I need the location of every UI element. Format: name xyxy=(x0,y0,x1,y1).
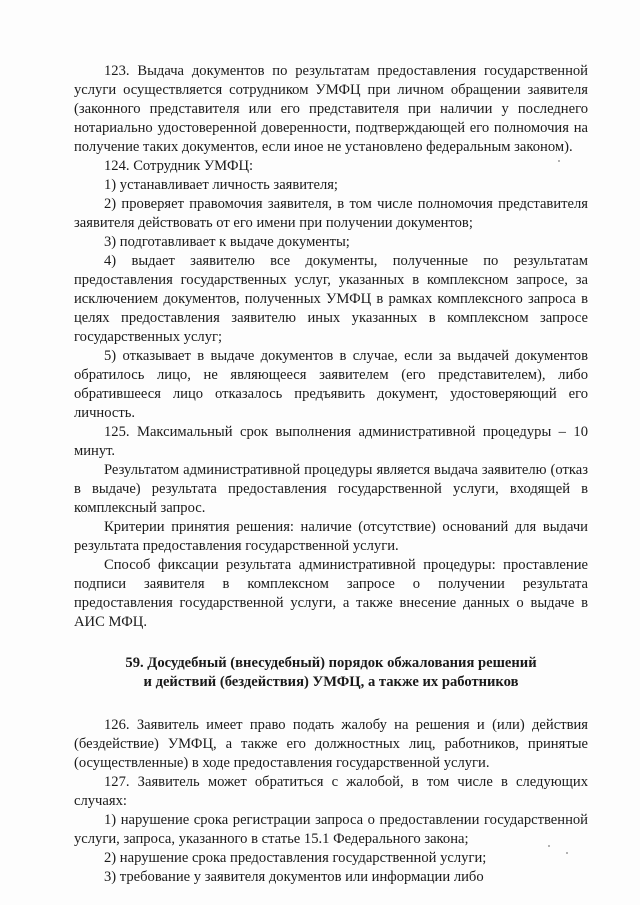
paragraph-124: 124. Сотрудник УМФЦ: xyxy=(104,158,254,174)
list-item-127-3: 3) требование у заявителя документов или информации либо xyxy=(104,869,484,885)
list-item-127-1: 1) нарушение срока регистрации запроса о предоставлении государственной услуги, запроса, указанного в статье 15.1 Федерального закона; xyxy=(74,812,588,847)
paragraph-result: Результатом административной процедуры является выдача заявителю (отказ в выдаче) результата предоставления государственной услуги, входящей в комплексный запрос. xyxy=(74,462,588,516)
list-item-124-5: 5) отказывает в выдаче документов в случае, если за выдачей документов обратилось лицо, не являющееся заявителем (его представителем), либо обратившееся лицо отказалось предъявить документ, удостоверяющий его личность. xyxy=(74,348,588,421)
scan-speck xyxy=(548,845,550,847)
paragraph-125: 125. Максимальный срок выполнения административной процедуры – 10 минут. xyxy=(74,424,588,459)
section-heading-line-2: и действий (бездействия) УМФЦ, а также их работников xyxy=(143,674,519,690)
document-body xyxy=(74,62,588,887)
paragraph-126: 126. Заявитель имеет право подать жалобу на решения и (или) действия (бездействие) УМФЦ, а также его должностных лиц, работников, принятые (осуществленные) в ходе предоставления государственной услуги. xyxy=(74,717,588,771)
paragraph-127: 127. Заявитель может обратиться с жалобой, в том числе в следующих случаях: xyxy=(74,774,588,809)
list-item-127-2: 2) нарушение срока предоставления государственной услуги; xyxy=(104,850,487,866)
section-heading-line-1: 59. Досудебный (внесудебный) порядок обжалования решений xyxy=(125,655,537,671)
section-heading-59 xyxy=(74,654,588,692)
list-item-124-4: 4) выдает заявителю все документы, полученные по результатам предоставления государственных услуг, указанных в комплексном запросе, за исключением документов, полученных УМФЦ в рамках комплексного запроса в целях предоставления заявителю иных указанных в комплексном запросе государственных услуг; xyxy=(74,253,588,345)
list-item-124-1: 1) устанавливает личность заявителя; xyxy=(104,177,338,193)
scan-speck xyxy=(566,852,568,854)
paragraph-fixation: Способ фиксации результата административной процедуры: проставление подписи заявителя в комплексном запросе о получении результата предоставления государственной услуги, а также внесение данных о выдаче в АИС МФЦ. xyxy=(74,557,588,630)
paragraph-123: 123. Выдача документов по результатам предоставления государственной услуги осуществляется сотрудником УМФЦ при личном обращении заявителя (законного представителя или его представителя при наличии у последнего нотариально удостоверенной доверенности, подтверждающей его полномочия на получение таких документов, если иное не установлено федеральным законом). xyxy=(74,63,588,155)
list-item-124-2: 2) проверяет правомочия заявителя, в том числе полномочия представителя заявителя действовать от его имени при получении документов; xyxy=(74,196,588,231)
scan-speck xyxy=(558,160,560,162)
list-item-124-3: 3) подготавливает к выдаче документы; xyxy=(104,234,350,250)
paragraph-criteria: Критерии принятия решения: наличие (отсутствие) оснований для выдачи результата предоставления государственной услуги. xyxy=(74,519,588,554)
